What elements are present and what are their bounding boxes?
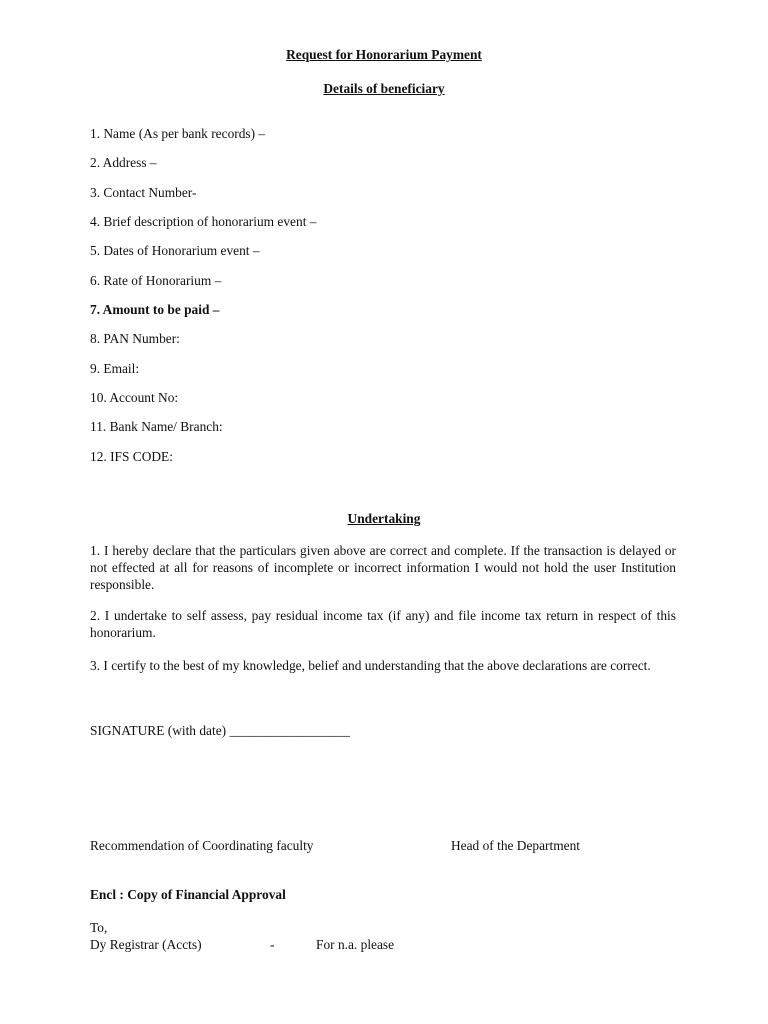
field-bank-branch: 11. Bank Name/ Branch: (90, 419, 223, 434)
undertaking-item: 2. I undertake to self assess, pay residual income tax (if any) and file income tax return in respect of this honorarium. (90, 608, 676, 640)
section-heading-beneficiary: Details of beneficiary (323, 81, 445, 96)
field-event-description: 4. Brief description of honorarium event – (90, 214, 317, 229)
enclosure-note: Encl : Copy of Financial Approval (90, 887, 286, 902)
action-note: For n.a. please (316, 937, 395, 952)
recommendation-label: Recommendation of Coordinating faculty (90, 838, 314, 853)
field-pan: 8. PAN Number: (90, 331, 180, 346)
field-rate: 6. Rate of Honorarium – (90, 273, 222, 288)
field-event-dates: 5. Dates of Honorarium event – (90, 243, 260, 258)
to-label: To, (90, 920, 108, 935)
field-account-no: 10. Account No: (90, 390, 179, 405)
field-email: 9. Email: (90, 361, 140, 376)
undertaking-item: 3. I certify to the best of my knowledge, belief and understanding that the above declarations are correct. (90, 658, 651, 673)
signature-line: SIGNATURE (with date) __________________ (90, 723, 350, 738)
section-heading-undertaking: Undertaking (347, 511, 421, 526)
field-amount: 7. Amount to be paid – (90, 302, 220, 317)
head-of-department-label: Head of the Department (451, 838, 581, 853)
field-name: 1. Name (As per bank records) – (90, 126, 266, 141)
separator-dash: - (270, 937, 275, 952)
field-address: 2. Address – (90, 155, 157, 170)
document-title: Request for Honorarium Payment (286, 47, 482, 62)
addressee: Dy Registrar (Accts) (90, 937, 202, 952)
field-contact-number: 3. Contact Number- (90, 185, 197, 200)
field-ifs-code: 12. IFS CODE: (90, 449, 173, 464)
undertaking-item: 1. I hereby declare that the particulars given above are correct and complete. If the transaction is delayed or not effected at all for reasons of incomplete or incorrect information I would not hold the user Institution responsible. (90, 543, 676, 592)
